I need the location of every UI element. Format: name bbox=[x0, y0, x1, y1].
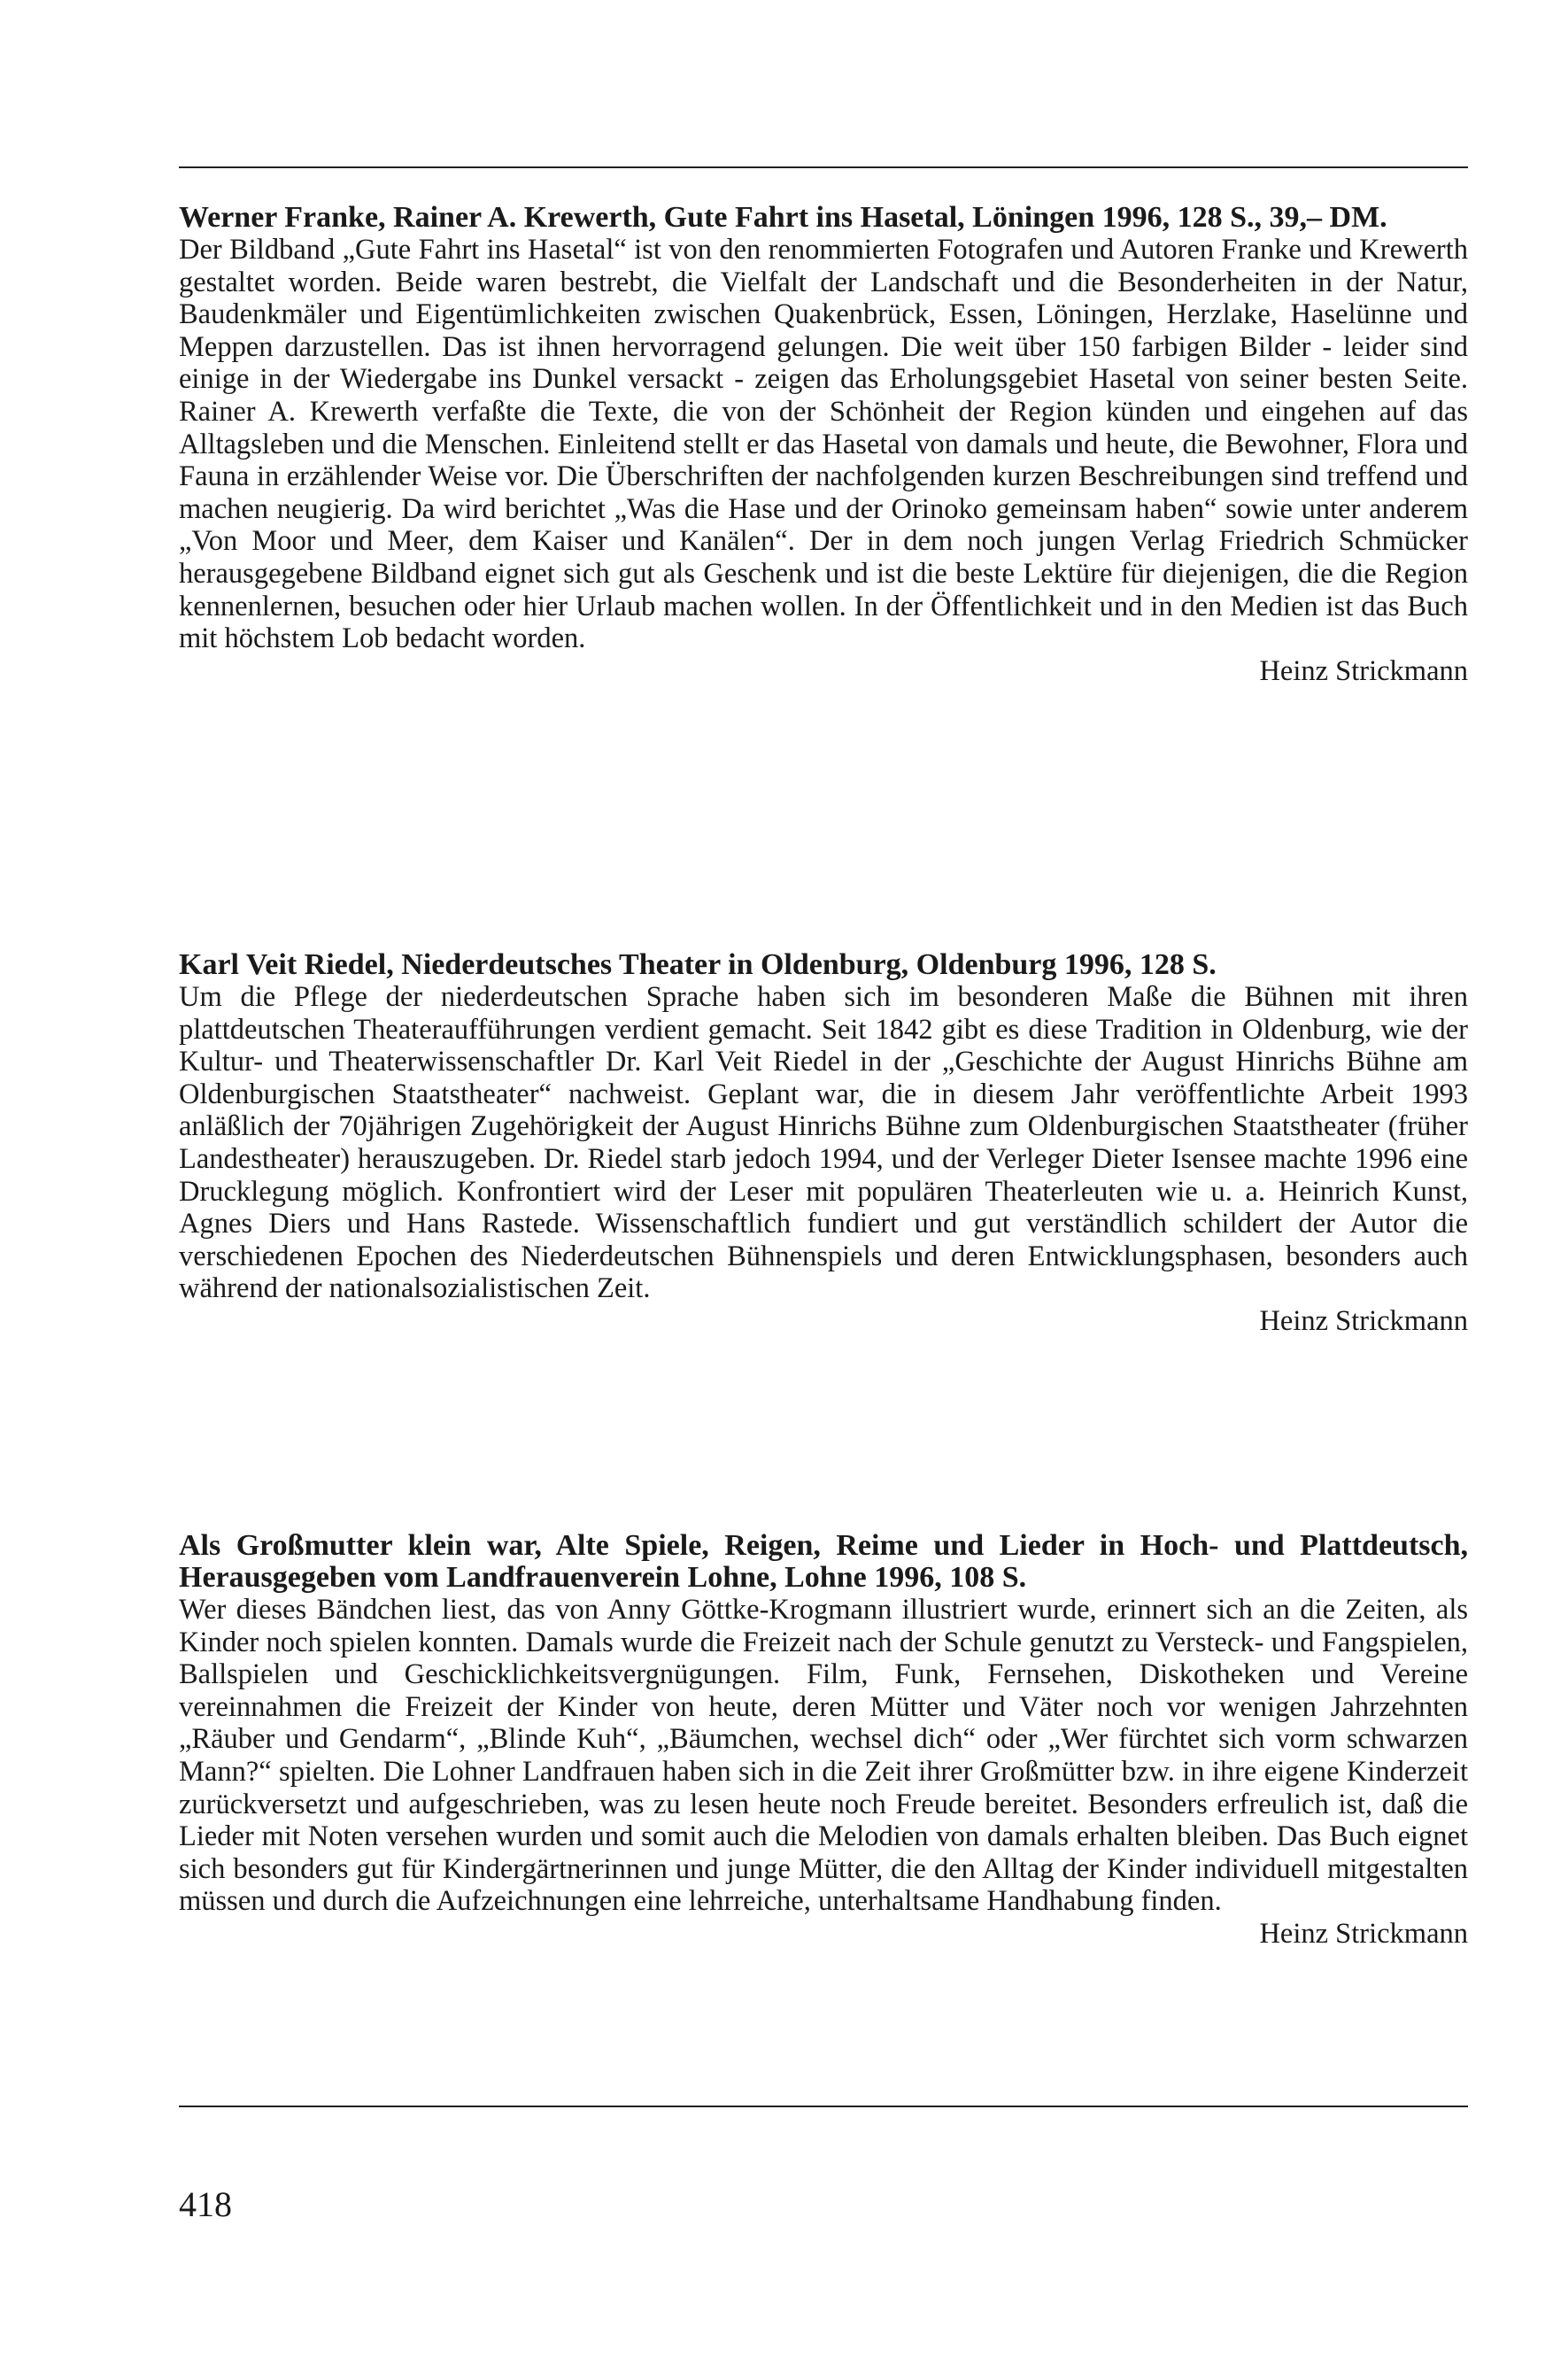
review-heading: Als Großmutter klein war, Alte Spiele, Reigen, Reime und Lieder in Hoch- und Plattdeutsch, Herausgegeben vom Landfrauenverein Lohne, Lohne 1996, 108 S. bbox=[179, 1529, 1468, 1594]
review-gute-fahrt-ins-hasetal bbox=[179, 202, 1468, 687]
review-author: Heinz Strickmann bbox=[1259, 654, 1468, 687]
review-body: Um die Pflege der niederdeutschen Sprache haben sich im besonderen Maße die Bühnen mit ihren plattdeutschen Theateraufführungen verdient gemacht. Seit 1842 gibt es diese Tradition in Oldenburg, wie der Kultur- und Theaterwissenschaftler Dr. Karl Veit Riedel in der „Geschichte der August Hinrichs Bühne am Oldenburgischen Staatstheater“ nachweist. Geplant war, die in diesem Jahr veröffentlichte Arbeit 1993 anläßlich der 70jährigen Zugehörigkeit der August Hinrichs Bühne zum Oldenburgischen Staatstheater (früher Landestheater) herauszugeben. Dr. Riedel starb jedoch 1994, und der Verleger Dieter Isensee machte 1996 eine Drucklegung möglich. Konfrontiert wird der Leser mit populären Theaterleuten wie u. a. Heinrich Kunst, Agnes Diers und Hans Rastede. Wissenschaftlich fundiert und gut verständlich schildert der Autor die verschiedenen Epochen des Niederdeutschen Bühnenspiels und deren Entwicklungsphasen, besonders auch während der nationalsozialistischen Zeit. bbox=[179, 981, 1468, 1305]
bottom-rule bbox=[179, 2106, 1468, 2107]
page-number: 418 bbox=[179, 2184, 232, 2224]
review-author: Heinz Strickmann bbox=[1259, 1917, 1468, 1950]
review-heading: Werner Franke, Rainer A. Krewerth, Gute Fahrt ins Hasetal, Löningen 1996, 128 S., 39,– DM. bbox=[179, 201, 1387, 234]
top-rule bbox=[179, 166, 1468, 168]
review-niederdeutsches-theater bbox=[179, 949, 1468, 1338]
review-body: Wer dieses Bändchen liest, das von Anny Göttke-Krogmann illustriert wurde, erinnert sich an die Zeiten, als Kinder noch spielen konnten. Damals wurde die Freizeit nach der Schule genutzt zu Versteck- und Fangspielen, Ballspielen und Geschicklichkeitsvergnügungen. Film, Funk, Fernsehen, Diskotheken und Vereine vereinnahmen die Freizeit der Kinder von heute, deren Mütter und Väter noch vor wenigen Jahrzehnten „Räuber und Gendarm“, „Blinde Kuh“, „Bäumchen, wechsel dich“ oder „Wer fürchtet sich vorm schwarzen Mann?“ spielten. Die Lohner Landfrauen haben sich in die Zeit ihrer Großmütter bzw. in ihre eigene Kinderzeit zurückversetzt und aufgeschrieben, was zu lesen heute noch Freude bereitet. Besonders erfreulich ist, daß die Lieder mit Noten versehen wurden und somit auch die Melodien von damals erhalten bleiben. Das Buch eignet sich besonders gut für Kindergärtnerinnen und junge Mütter, die den Alltag der Kinder individuell mitgestalten müssen und durch die Aufzeichnungen eine lehrreiche, unterhaltsame Handhabung finden. bbox=[179, 1594, 1468, 1918]
review-body: Der Bildband „Gute Fahrt ins Hasetal“ ist von den renommierten Fotografen und Autoren Franke und Krewerth gestaltet worden. Beide waren bestrebt, die Vielfalt der Landschaft und die Besonderheiten in der Natur, Baudenkmäler und Eigentümlichkeiten zwischen Quakenbrück, Essen, Löningen, Herzlake, Haselünne und Meppen darzustellen. Das ist ihnen hervorragend gelungen. Die weit über 150 farbigen Bilder - leider sind einige in der Wiedergabe ins Dunkel versackt - zeigen das Erholungsgebiet Hasetal von seiner besten Seite. Rainer A. Krewerth verfaßte die Texte, die von der Schönheit der Region künden und eingehen auf das Alltagsleben und die Menschen. Einleitend stellt er das Hasetal von damals und heute, die Bewohner, Flora und Fauna in erzählender Weise vor. Die Überschriften der nachfolgenden kurzen Beschreibungen sind treffend und machen neugierig. Da wird berichtet „Was die Hase und der Orinoko gemeinsam haben“ sowie unter anderem „Von Moor und Meer, dem Kaiser und Kanälen“. Der in dem noch jungen Verlag Friedrich Schmücker herausgegebene Bildband eignet sich gut als Geschenk und ist die beste Lektüre für diejenigen, die die Region kennenlernen, besuchen oder hier Urlaub machen wollen. In der Öffentlichkeit und in den Medien ist das Buch mit höchstem Lob bedacht worden. bbox=[179, 234, 1468, 655]
review-heading: Karl Veit Riedel, Niederdeutsches Theater in Oldenburg, Oldenburg 1996, 128 S. bbox=[179, 948, 1217, 981]
review-als-grossmutter-klein-war bbox=[179, 1530, 1468, 1951]
review-author: Heinz Strickmann bbox=[1259, 1304, 1468, 1337]
